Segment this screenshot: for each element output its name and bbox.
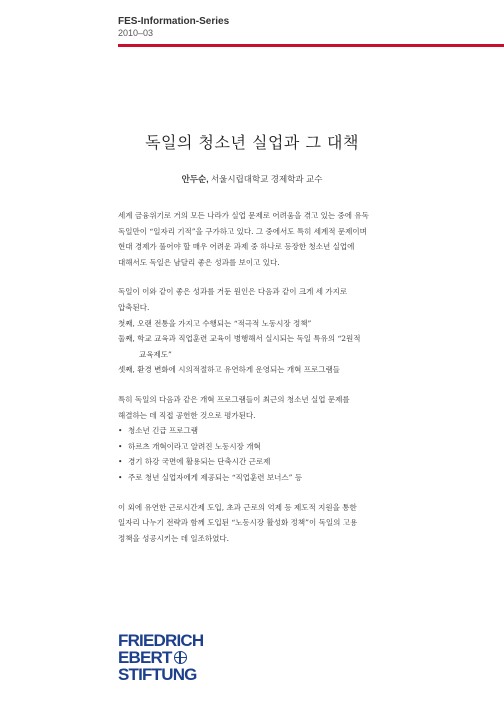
series-name: FES-Information-Series	[118, 16, 230, 27]
list-item: • 경기 하강 국면에 활용되는 단축시간 근로제	[118, 454, 388, 470]
list-item: • 하르츠 개혁이라고 알려진 노동시장 개혁	[118, 439, 388, 455]
logo-line-3: STIFTUNG	[118, 665, 197, 684]
text-line: 셋째, 환경 변화에 시의적절하고 유연하게 운영되는 개혁 프로그램들	[118, 365, 340, 375]
text-line: 정책을 성공시키는 데 일조하였다.	[118, 533, 229, 543]
series-header	[118, 16, 229, 39]
text-line: 둘째, 학교 교육과 직업훈련 교육이 병행해서 실시되는 독일 특유의 “2원적	[118, 334, 361, 344]
bullet-glyph: •	[118, 472, 123, 482]
paragraph-conclusion	[118, 500, 388, 547]
bullet-glyph: •	[118, 441, 123, 451]
series-number: 2010–03	[118, 28, 154, 38]
author-line	[0, 173, 504, 185]
text-line: 교육제도”	[139, 349, 172, 359]
author-name: 안두순,	[181, 174, 209, 184]
document-body	[118, 208, 388, 560]
list-item: • 주로 청년 실업자에게 제공되는 “직업훈련 보너스” 등	[118, 470, 388, 486]
document-title: 독일의 청소년 실업과 그 대책	[145, 133, 359, 152]
text-line: 세계 금융위기로 거의 모든 나라가 실업 문제로 어려움을 겪고 있는 중에 유독	[118, 211, 369, 220]
text-line: 독일만이 “일자리 기적”을 구가하고 있다. 그 중에서도 특히 세계적 문제이며	[118, 226, 367, 236]
text-line: 일자리 나누기 전략과 함께 도입된 “노동시장 활성화 정책”이 독일의 고용	[118, 518, 358, 528]
logo-line-2: EBERT	[118, 649, 203, 666]
text-line: 독일이 이와 같이 좋은 성과를 거둔 원인은 다음과 같이 크게 세 가지로	[118, 287, 348, 297]
text-line: 이 외에 유연한 근로시간제 도입, 초과 근로의 억제 등 제도적 지원을 통한	[118, 502, 357, 512]
globe-icon	[174, 651, 187, 664]
bullet-glyph: •	[118, 426, 123, 436]
header-rule	[118, 44, 504, 47]
text-line: 압축된다.	[118, 302, 150, 312]
fes-logo	[118, 632, 203, 683]
list-item: • 청소년 긴급 프로그램	[118, 423, 388, 439]
text-line: 현대 경제가 풀어야 할 매우 어려운 과제 중 하나로 등장한 청소년 실업에	[118, 242, 355, 252]
paragraph-intro	[118, 208, 388, 270]
bullet-glyph: •	[118, 457, 123, 467]
program-list	[118, 423, 388, 485]
logo-line-1: FRIEDRICH	[118, 631, 204, 650]
paragraph-programs	[118, 392, 388, 423]
text-line: 첫째, 오랜 전통을 가지고 수행되는 “적극적 노동시장 정책”	[118, 318, 312, 328]
text-line: 특히 독일의 다음과 같은 개혁 프로그램들이 최근의 청소년 실업 문제를	[118, 394, 350, 404]
text-line: 해결하는 데 직접 공헌한 것으로 평가된다.	[118, 410, 256, 420]
paragraph-reasons	[118, 284, 388, 378]
author-affiliation: 서울시립대학교 경제학과 교수	[210, 174, 323, 184]
text-line: 대해서도 독일은 남달리 좋은 성과를 보이고 있다.	[118, 257, 280, 267]
